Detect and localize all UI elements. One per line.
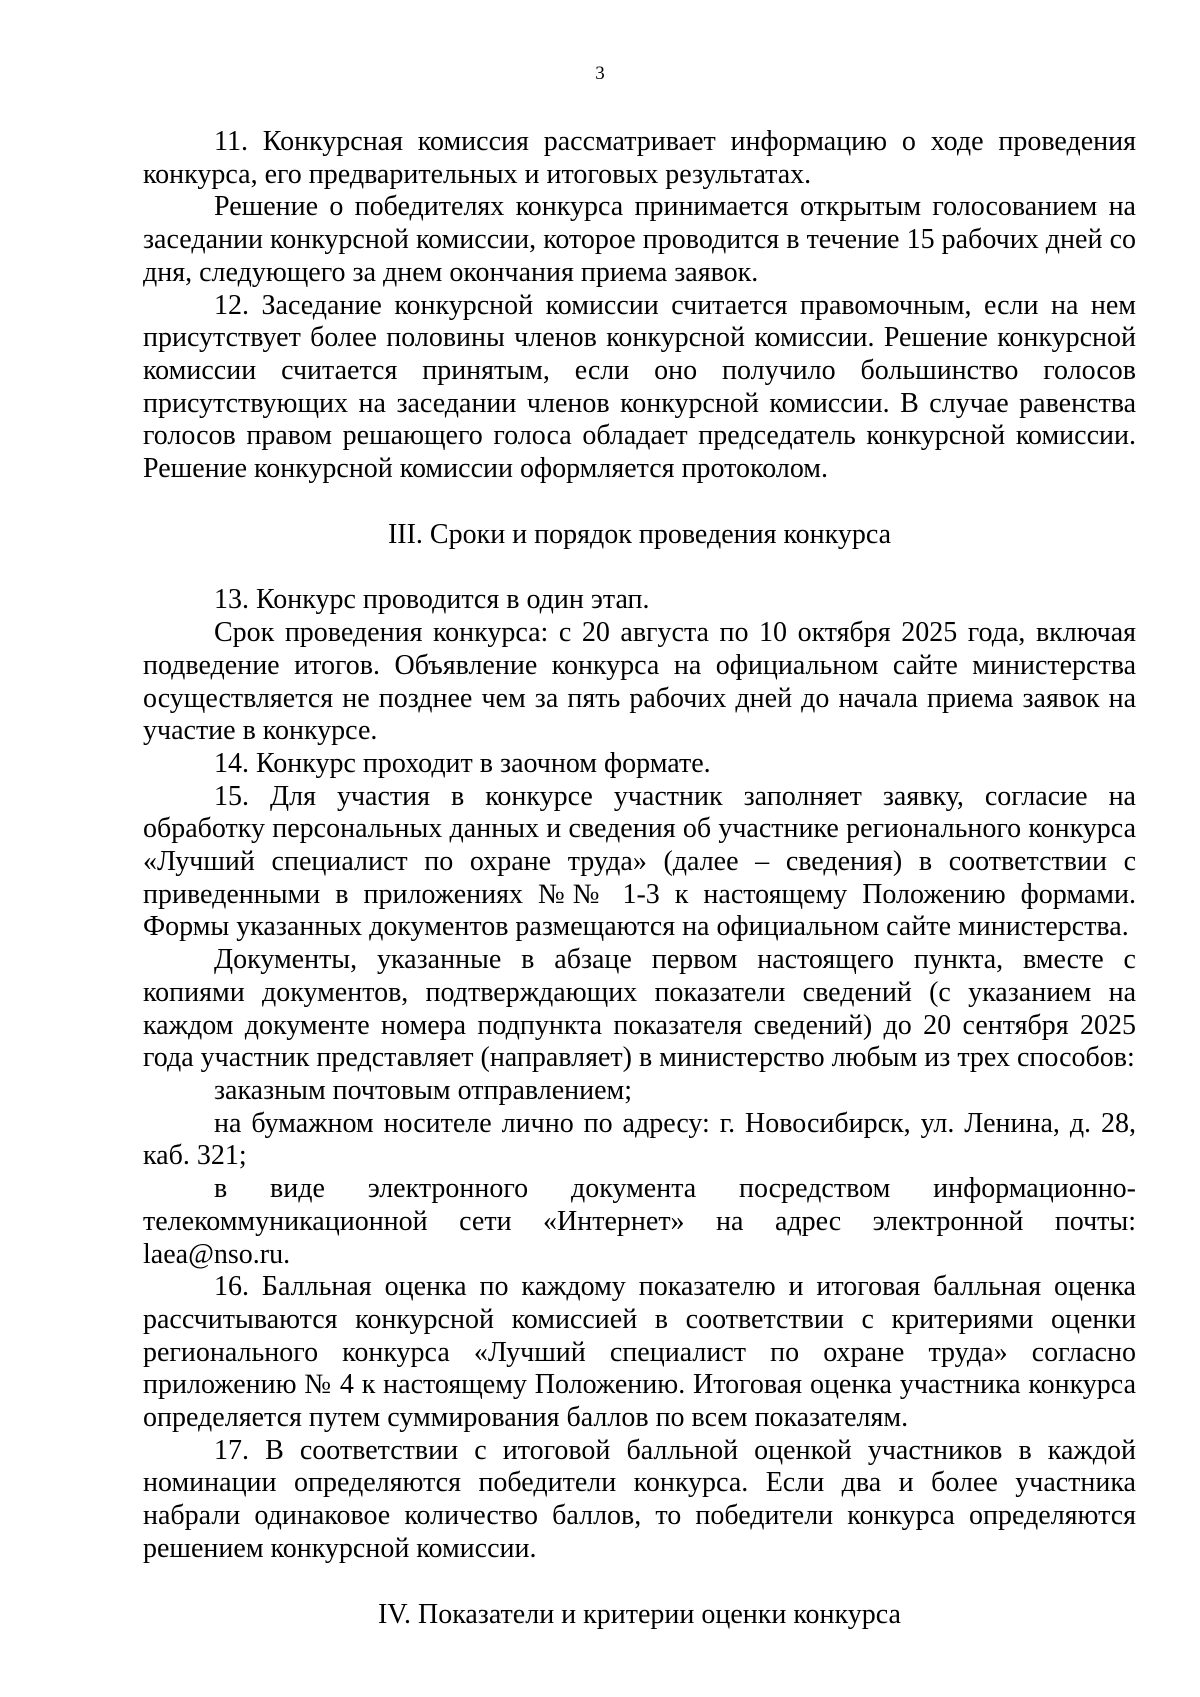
paragraph-15-method-mail: заказным почтовым отправлением; [214, 1074, 633, 1106]
paragraph-11: 11. Конкурсная комиссия рассматривает информацию о ходе проведения конкурса, его предварительных и итоговых результатах. [143, 126, 1136, 190]
paragraph-15: 15. Для участия в конкурсе участник заполняет заявку, согласие на обработку персональных данных и сведения об участнике регионального конкурса «Лучший специалист по охране труда» (далее – сведения) в соответствии с приведенными в приложениях №№ 1-3 к настоящему Положению формами. Формы указанных документов размещаются на официальном сайте министерства. [143, 780, 1136, 943]
paragraph-15-method-electronic: в виде электронного документа посредством информационно-телекоммуникационной сети «Интернет» на адрес электронной почты: laea@nso.ru. [143, 1173, 1136, 1270]
paragraph-16: 16. Балльная оценка по каждому показателю и итоговая балльная оценка рассчитываются конкурсной комиссией в соответствии с критериями оценки регионального конкурса «Лучший специалист по охране труда» согласно приложению № 4 к настоящему Положению. Итоговая оценка участника конкурса определяется путем суммирования баллов по всем показателям. [143, 1271, 1136, 1434]
paragraph-15-method-paper: на бумажном носителе лично по адресу: г. Новосибирск, ул. Ленина, д. 28, каб. 321; [143, 1107, 1136, 1172]
paragraph-11-decision: Решение о победителях конкурса принимается открытым голосованием на заседании конкурсной комиссии, которое проводится в течение 15 рабочих дней со дня, следующего за днем окончания приема заявок. [143, 191, 1136, 288]
page-number: 3 [595, 63, 605, 84]
section-heading-3: III. Сроки и порядок проведения конкурса [387, 518, 892, 550]
paragraph-15-documents: Документы, указанные в абзаце первом настоящего пункта, вместе с копиями документов, подтверждающих показатели сведений (с указанием на каждом документе номера подпункта показателя сведений) до 20 сентября 2025 года участник представляет (направляет) в министерство любым из трех способов: [143, 944, 1136, 1074]
paragraph-12: 12. Заседание конкурсной комиссии считается правомочным, если на нем присутствует более половины членов конкурсной комиссии. Решение конкурсной комиссии считается принятым, если оно получило большинство голосов присутствующих на заседании членов конкурсной комиссии. В случае равенства голосов правом решающего голоса обладает председатель конкурсной комиссии. Решение конкурсной комиссии оформляется протоколом. [143, 289, 1136, 485]
paragraph-13-term: Срок проведения конкурса: с 20 августа по 10 октября 2025 года, включая подведение итогов. Объявление конкурса на официальном сайте министерства осуществляется не позднее чем за пять рабочих дней до начала приема заявок на участие в конкурсе. [143, 617, 1136, 747]
paragraph-17: 17. В соответствии с итоговой балльной оценкой участников в каждой номинации определяются победители конкурса. Если два и более участника набрали одинаковое количество баллов, то победители конкурса определяются решением конкурсной комиссии. [143, 1434, 1136, 1564]
paragraph-14: 14. Конкурс проходит в заочном формате. [214, 747, 711, 779]
section-heading-4: IV. Показатели и критерии оценки конкурса [378, 1598, 901, 1630]
document-body [143, 126, 1136, 1631]
paragraph-13: 13. Конкурс проводится в один этап. [214, 584, 650, 616]
